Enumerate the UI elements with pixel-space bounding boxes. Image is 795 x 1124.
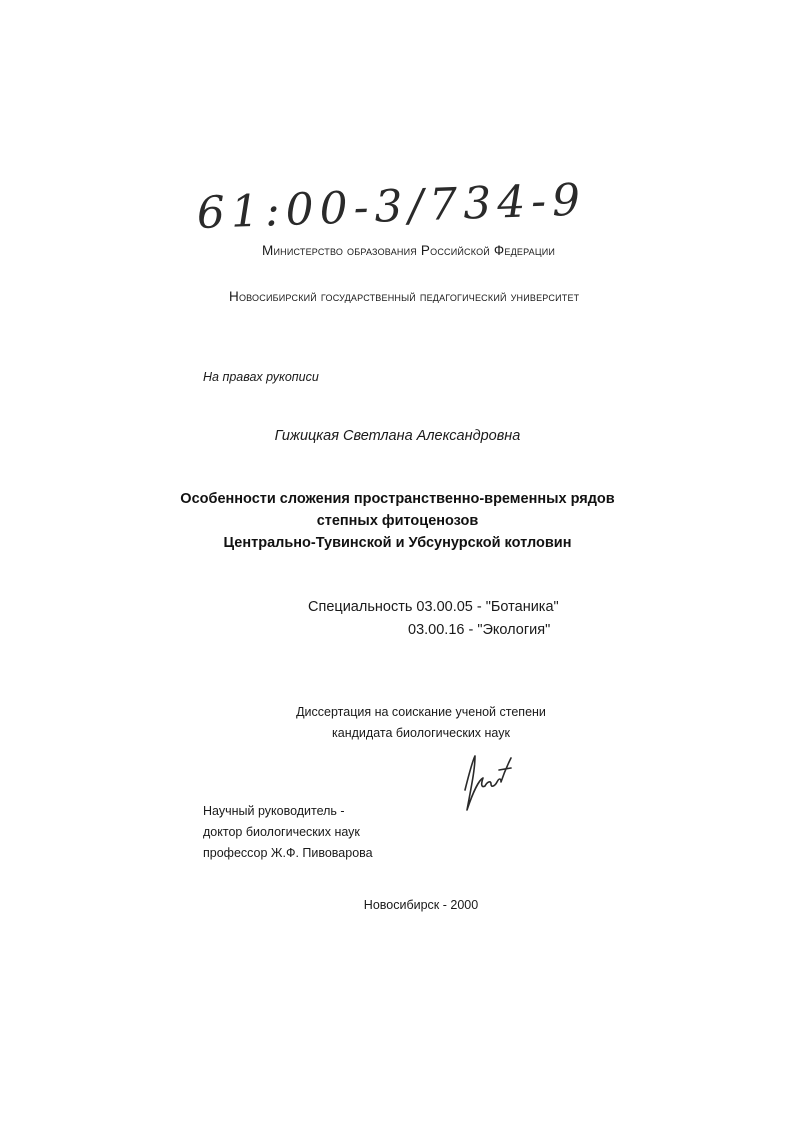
ministry-heading: Министерство образования Российской Федерации	[262, 243, 556, 258]
supervisor-line: Научный руководитель -	[203, 804, 345, 818]
specialty-ecology: 03.00.16 - "Экология"	[408, 622, 551, 638]
city-and-year: Новосибирск - 2000	[363, 898, 479, 912]
thesis-title-line: Особенности сложения пространственно-временных рядов	[180, 491, 615, 507]
author-name: Гижицкая Светлана Александровна	[274, 428, 521, 444]
thesis-title	[0, 488, 795, 554]
supervisor-line: профессор Ж.Ф. Пивоварова	[203, 846, 373, 860]
degree-statement	[0, 702, 795, 744]
thesis-title-line: Центрально-Тувинской и Убсунурской котловин	[223, 535, 572, 551]
scientific-supervisor	[203, 801, 373, 864]
degree-statement-line: кандидата биологических наук	[332, 726, 510, 740]
thesis-title-line: степных фитоценозов	[316, 513, 479, 529]
degree-statement-line: Диссертация на соискание ученой степени	[296, 705, 546, 719]
supervisor-line: доктор биологических наук	[203, 825, 360, 839]
specialty-botany: Специальность 03.00.05 - "Ботаника"	[308, 599, 559, 615]
handwritten-archive-code: 61:00-3/734-9	[196, 174, 587, 239]
signature-mark	[455, 752, 517, 814]
manuscript-rights-note: На правах рукописи	[203, 370, 319, 384]
university-heading: Новосибирский государственный педагогический университет	[229, 289, 580, 304]
